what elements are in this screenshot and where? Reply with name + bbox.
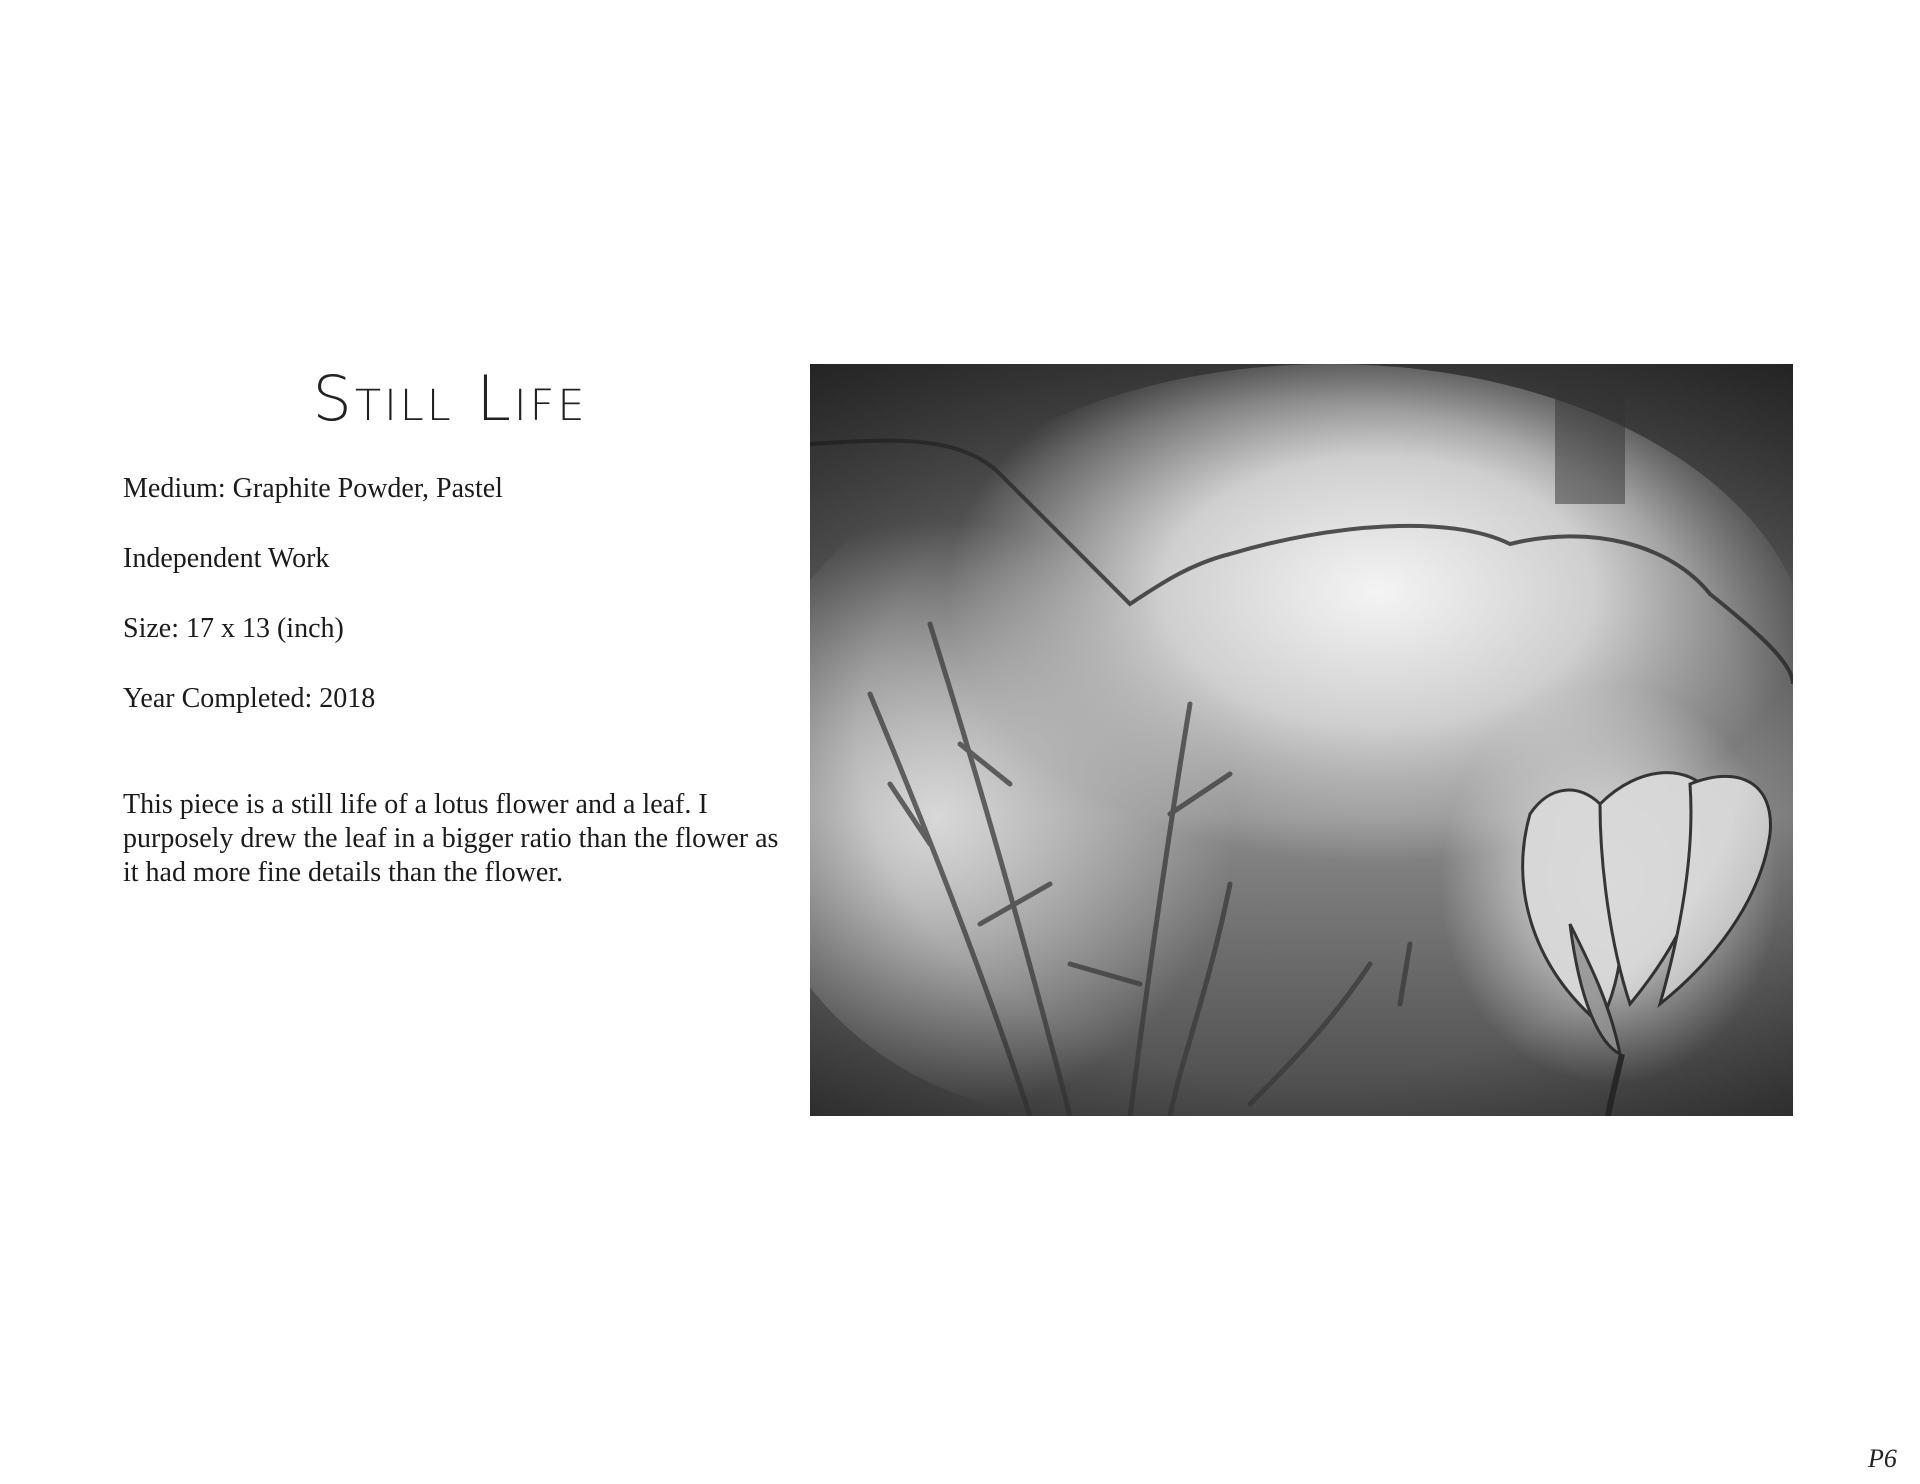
page-number: P6 xyxy=(1868,1444,1897,1473)
work-type-text: Independent Work xyxy=(123,543,330,574)
artwork-image xyxy=(810,364,1793,1116)
year-text: Year Completed: 2018 xyxy=(123,683,376,714)
description-text: This piece is a still life of a lotus flower and a leaf. I purposely drew the leaf in a bigger ratio than the flower as it had more fine details than the flower. xyxy=(123,789,779,888)
artwork-title: Still Life xyxy=(312,362,588,435)
size-text: Size: 17 x 13 (inch) xyxy=(123,613,344,644)
medium-text: Medium: Graphite Powder, Pastel xyxy=(123,473,503,504)
